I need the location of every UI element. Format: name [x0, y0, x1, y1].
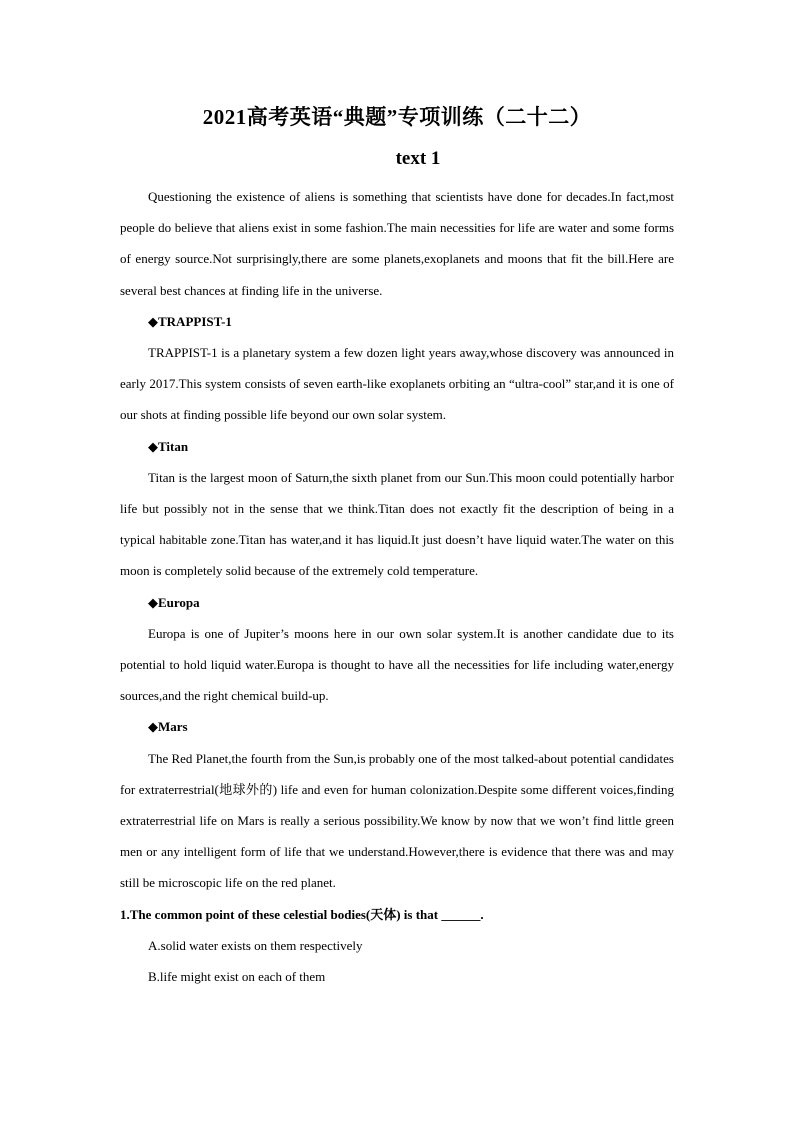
section-text-europa: Europa is one of Jupiter’s moons here in our own solar system.It is another candidate due to its potential to hold liquid water.Europa is thought to have all the necessities for life including water,energy sources,and the right chemical build-up.	[120, 625, 674, 704]
section-heading-mars: ◆Mars	[148, 719, 188, 735]
section-text-mars: The Red Planet,the fourth from the Sun,is probably one of the most talked-about potential candidates for extraterrestrial(地球外的) life and even for human colonization.Despite some different voices,finding extraterrestrial life on Mars is really a serious possibility.We know by now that we won’t find little green men or any intelligent form of life that we understand.However,there is evidence that there was and may still be microscopic life on the red planet.	[120, 750, 674, 891]
question-stem: 1.The common point of these celestial bodies(天体) is that ______.	[120, 906, 484, 922]
section-heading-europa: ◆Europa	[148, 594, 200, 610]
section-text-trappist: TRAPPIST-1 is a planetary system a few dozen light years away,whose discovery was announced in early 2017.This system consists of seven earth-like exoplanets orbiting an “ultra-cool” star,and it is one of our shots at finding possible life beyond our own solar system.	[120, 345, 674, 423]
text-label: text 1	[395, 148, 441, 169]
section-text-titan: Titan is the largest moon of Saturn,the sixth planet from our Sun.This moon could potentially harbor life but possibly not in the sense that we think.Titan does not exactly fit the description of being in a typical habitable zone.Titan has water,and it has liquid.It just doesn’t have liquid water.The water on this moon is completely solid because of the extremely cold temperature.	[120, 469, 674, 579]
section-heading-titan: ◆Titan	[148, 438, 189, 454]
intro-paragraph: Questioning the existence of aliens is something that scientists have done for decades.In fact,most people do believe that aliens exist in some fashion.The main necessities for life are water and some forms of energy source.Not surprisingly,there are some planets,exoplanets and moons that fit the bill.Here are several best chances at finding life in the universe.	[120, 189, 674, 298]
option-b: B.life might exist on each of them	[148, 969, 326, 985]
page-title: 2021高考英语“典题”专项训练（二十二）	[202, 105, 592, 129]
passage-body	[120, 181, 674, 992]
option-a: A.solid water exists on them respectively	[148, 937, 363, 953]
section-heading-trappist: ◆TRAPPIST-1	[148, 313, 232, 329]
